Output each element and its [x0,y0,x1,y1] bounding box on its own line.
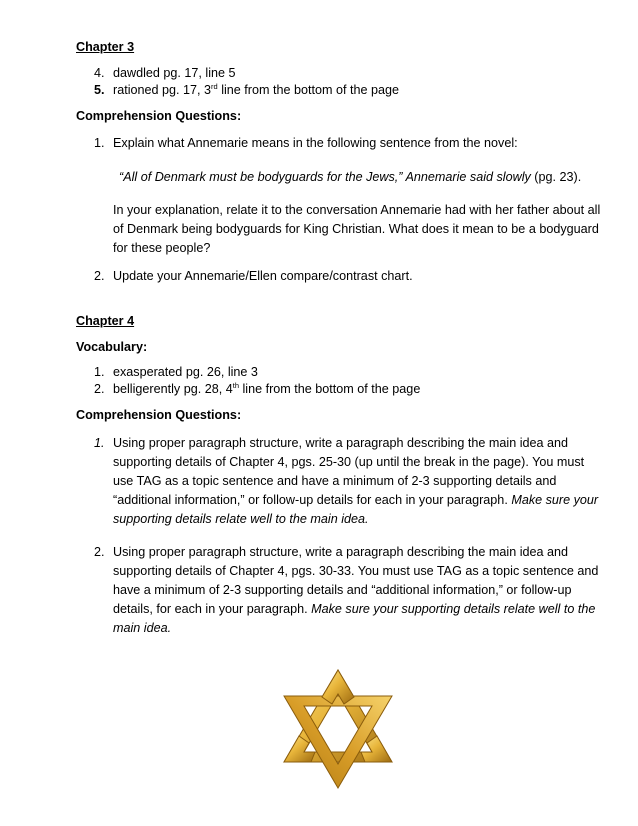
vocabulary-heading: Vocabulary: [76,340,148,354]
question-1-line: supporting details of Chapter 4, pgs. 25-30 (up until the break in the page). You must [113,455,585,469]
question-2-line: Using proper paragraph structure, write a paragraph describing the main idea and [113,545,569,559]
question-2-line: main idea. [113,621,172,635]
question-1-line: supporting details relate well to the main idea. [113,512,369,526]
comprehension-heading: Comprehension Questions: [76,408,242,422]
question-1-paragraph-line: for these people? [113,241,211,255]
question-number: 2. [94,269,105,283]
question-1-line: use TAG as a topic sentence and have a minimum of 2-3 supporting details and [113,474,557,488]
question-1-line: “additional information,” or follow-up details for each in your paragraph. Make sure your [113,493,599,507]
vocab-item-exasperated: exasperated pg. 26, line 3 [113,365,258,379]
chapter-4-heading: Chapter 4 [76,314,135,328]
question-number: 2. [94,545,105,559]
comprehension-heading: Comprehension Questions: [76,109,242,123]
vocab-item-dawdled: dawdled pg. 17, line 5 [113,66,236,80]
star-of-david-icon [282,668,394,790]
question-1-paragraph-line: of Denmark being bodyguards for King Christian. What does it mean to be a bodyguard [113,222,599,236]
vocab-number: 4. [94,66,105,80]
vocab-item-belligerently: belligerently pg. 28, 4th line from the bottom of the page [113,380,421,396]
chapter-3-heading: Chapter 3 [76,40,135,54]
vocab-number: 2. [94,382,105,396]
question-1-intro: Explain what Annemarie means in the following sentence from the novel: [113,136,518,150]
vocab-number: 1. [94,365,105,379]
question-2-line: supporting details of Chapter 4, pgs. 30-33. You must use TAG as a topic sentence and [113,564,599,578]
vocab-item-rationed: rationed pg. 17, 3rd line from the bottom of the page [113,81,400,97]
question-1-paragraph-line: In your explanation, relate it to the conversation Annemarie had with her father about all [113,203,601,217]
question-2-text: Update your Annemarie/Ellen compare/contrast chart. [113,269,413,283]
question-1-line: Using proper paragraph structure, write a paragraph describing the main idea and [113,436,569,450]
novel-quote: “All of Denmark must be bodyguards for the Jews,” Annemarie said slowly (pg. 23). [119,170,582,184]
question-2-line: details, for each in your paragraph. Make sure your supporting details relate well to the [113,602,596,616]
question-number: 1. [94,136,105,150]
question-2-line: have a minimum of 2-3 supporting details and “additional information,” or follow-up [113,583,572,597]
vocab-number: 5. [94,83,105,97]
question-number: 1. [94,436,105,450]
